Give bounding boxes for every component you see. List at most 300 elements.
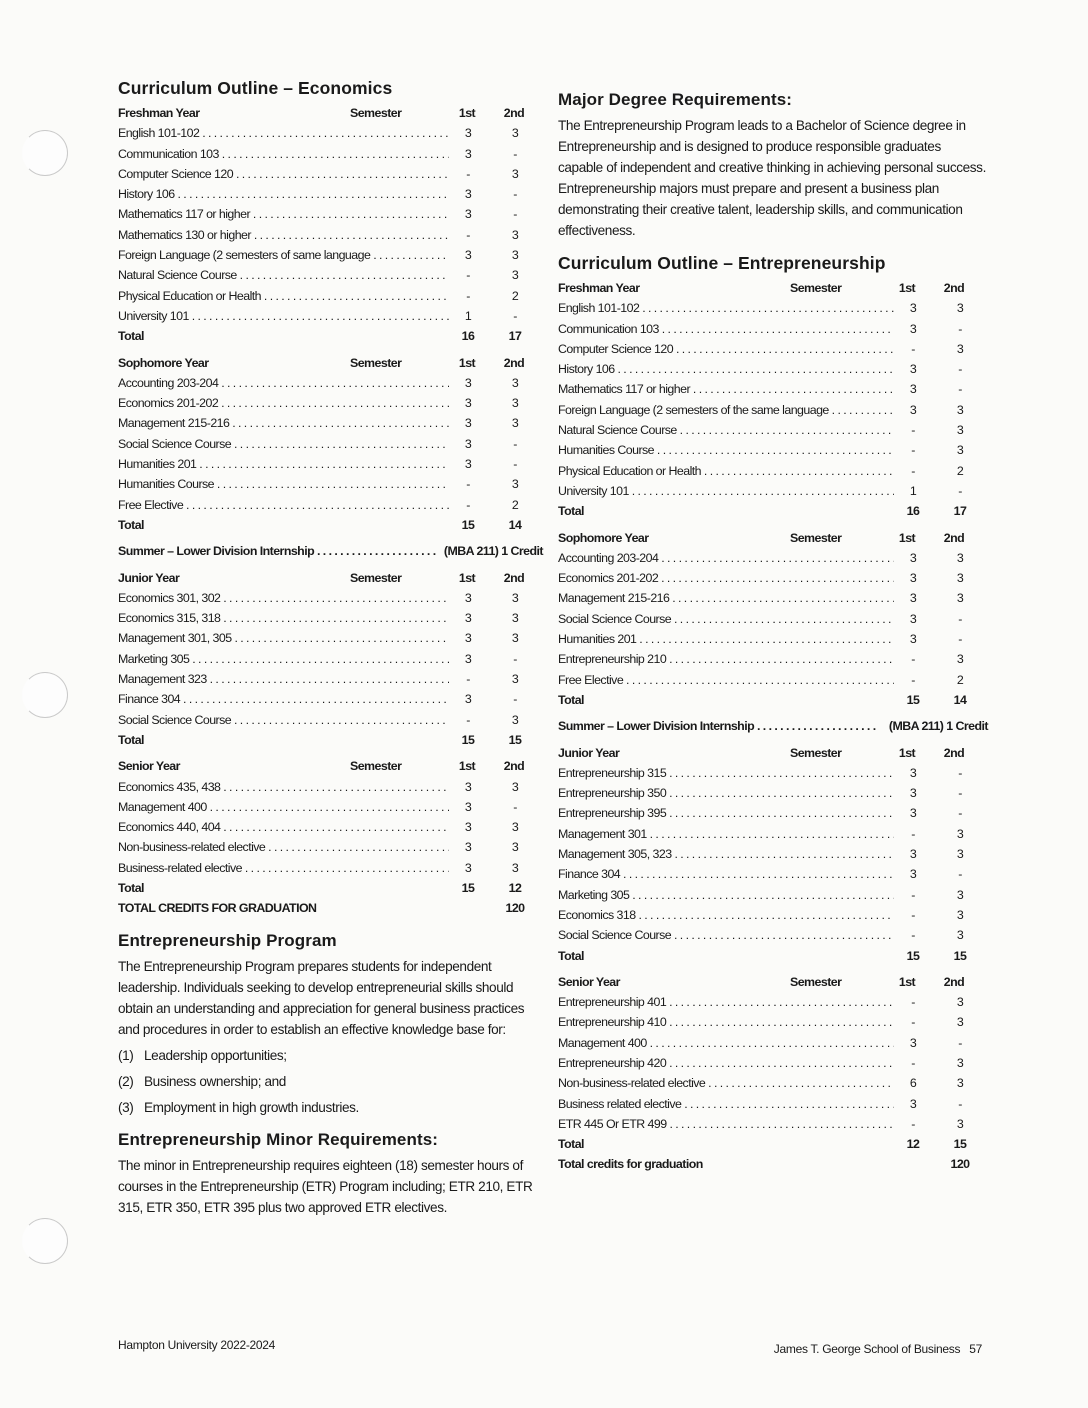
year-header [558,528,988,548]
second-semester-credits: - [513,457,517,472]
course-row [558,359,988,379]
course-name: Mathematics 117 or higher . . . [558,379,894,399]
total-row [118,878,543,898]
second-semester-credits: 3 [511,396,519,411]
second-semester-credits: 3 [956,1076,964,1091]
list-item-number: (2) [118,1073,134,1089]
first-semester-credits: 3 [909,591,917,606]
course-row [558,319,988,339]
first-semester-credits: 6 [909,1076,917,1091]
first-semester-credits: - [911,652,915,667]
second-semester-credits: 3 [511,820,519,835]
second-semester-header: 2nd [943,974,965,989]
second-semester-credits: 3 [511,477,519,492]
first-semester-header: 1st [898,530,916,545]
first-semester-credits: - [466,227,470,242]
second-semester-credits: 2 [511,497,519,512]
second-semester-credits: - [958,321,962,336]
year-name: Sophomore Year [558,530,649,545]
course-name: Management 301 . . . [558,824,894,844]
course-row [558,1012,988,1032]
first-semester-credits: 3 [909,786,917,801]
course-name: Mathematics 130 or higher . . . [118,225,449,245]
course-name: Humanities Course . . . [558,440,894,460]
course-row [118,628,543,648]
second-semester-credits: 3 [511,611,519,626]
first-semester-credits: 3 [909,382,917,397]
first-semester-credits: - [911,463,915,478]
left-column [118,78,543,1218]
first-semester-credits: 3 [464,799,472,814]
total-row [118,730,543,750]
course-name: Entrepreneurship 420 . . . [558,1053,894,1073]
course-row [118,649,543,669]
first-semester-credits: - [911,995,915,1010]
course-row [558,824,988,844]
course-row [558,1114,988,1134]
first-semester-credits: 3 [909,571,917,586]
course-name: History 106 . . . [118,184,449,204]
first-semester-credits: 3 [909,321,917,336]
second-semester-total: 17 [508,329,522,344]
second-semester-total: 15 [953,1137,967,1152]
course-row [558,803,988,823]
total-row [558,501,988,521]
summer-internship-row [118,541,543,561]
summer-internship-credit: (MBA 211) 1 Credit [443,544,543,559]
course-name: Finance 304 . . . [118,689,449,709]
course-name: Entrepreneurship 210 . . . [558,649,894,669]
second-semester-credits: 3 [956,1015,964,1030]
first-semester-total: 15 [461,880,475,895]
course-row [118,777,543,797]
course-row [558,629,988,649]
list-item-number: (1) [118,1047,134,1063]
course-row [118,434,543,454]
first-semester-credits: 3 [909,1096,917,1111]
year-header [118,353,543,373]
course-name: Accounting 203-204 . . . [558,548,894,568]
second-semester-total: 17 [953,504,967,519]
first-semester-credits: - [466,712,470,727]
course-name: English 101-102 . . . [558,298,894,318]
second-semester-credits: - [958,1096,962,1111]
course-name: Business-related elective . . . [118,858,449,878]
first-semester-credits: - [911,423,915,438]
course-name: Computer Science 120 . . . [558,339,894,359]
first-semester-total: 12 [906,1137,920,1152]
second-semester-credits: 3 [511,268,519,283]
course-name: Free Elective . . . [118,495,449,515]
list-item-text: Business ownership; and [144,1073,286,1089]
first-semester-credits: 1 [464,308,472,323]
first-semester-credits: 3 [464,590,472,605]
first-semester-credits: - [466,268,470,283]
course-row [118,689,543,709]
second-semester-header: 2nd [943,745,965,760]
second-semester-total: 14 [953,692,967,707]
second-semester-credits: - [513,436,517,451]
course-name: Foreign Language (2 semesters of the same language . . . [558,400,894,420]
economics-outline-title: Curriculum Outline – Economics [118,78,393,98]
first-semester-credits: 3 [464,375,472,390]
course-name: Business related elective . . . [558,1094,894,1114]
graduation-total-label: TOTAL CREDITS FOR GRADUATION [118,901,317,916]
course-row [558,440,988,460]
summer-internship-name: Summer – Lower Division Internship . . . [558,716,889,736]
list-item [118,1045,543,1066]
course-row [118,608,543,628]
second-semester-credits: 3 [956,826,964,841]
semester-label: Semester [350,570,402,585]
second-semester-credits: 3 [956,995,964,1010]
second-semester-credits: - [958,867,962,882]
second-semester-credits: 3 [511,126,519,141]
course-name: Management 301, 305 . . . [118,628,449,648]
second-semester-header: 2nd [503,106,525,120]
course-row [118,710,543,730]
first-semester-credits: 3 [464,396,472,411]
year-header [558,972,988,992]
semester-label: Semester [790,530,842,545]
course-row [558,992,988,1012]
second-semester-credits: 3 [956,907,964,922]
first-semester-credits: 3 [464,187,472,202]
year-name: Junior Year [558,745,620,760]
first-semester-header: 1st [458,106,476,120]
first-semester-header: 1st [898,974,916,989]
first-semester-credits: 3 [464,779,472,794]
course-row [558,298,988,318]
course-name: Economics 440, 404 . . . [118,817,449,837]
graduation-total-value: 120 [950,1157,970,1172]
course-name: Natural Science Course . . . [118,265,449,285]
second-semester-total: 14 [508,517,522,532]
first-semester-credits: 3 [909,301,917,316]
course-name: Social Science Course . . . [558,925,894,945]
year-name: Junior Year [118,570,180,585]
first-semester-credits: 3 [464,820,472,835]
course-row [558,783,988,803]
course-row [118,837,543,857]
second-semester-credits: 3 [956,928,964,943]
year-block [118,103,543,347]
second-semester-credits: - [958,1035,962,1050]
graduation-total-value: 120 [505,901,525,916]
first-semester-credits: 3 [464,207,472,222]
second-semester-credits: 3 [956,341,964,356]
year-block [118,568,543,751]
course-row [118,669,543,689]
course-row [118,393,543,413]
second-semester-credits: 3 [511,166,519,181]
list-item-text: Employment in high growth industries. [144,1099,359,1115]
first-semester-credits: 3 [464,840,472,855]
second-semester-credits: 3 [511,779,519,794]
course-name: Economics 318 . . . [558,905,894,925]
semester-label: Semester [790,281,842,295]
course-name: Management 215-216 . . . [118,413,449,433]
second-semester-credits: 3 [956,423,964,438]
year-name: Sophomore Year [118,355,209,370]
second-semester-credits: 3 [956,887,964,902]
second-semester-credits: - [513,799,517,814]
first-semester-credits: 1 [909,483,917,498]
course-name: Non-business-related elective . . . [118,837,449,857]
total-label: Total [558,948,584,963]
second-semester-credits: 2 [956,463,964,478]
course-name: Entrepreneurship 350 . . . [558,783,894,803]
first-semester-credits: - [911,907,915,922]
entrepreneurship-outline [558,278,988,1175]
second-semester-credits: 3 [956,301,964,316]
second-semester-credits: 3 [511,227,519,242]
binder-hole-middle [22,672,68,718]
first-semester-credits: - [466,288,470,303]
course-row [118,265,543,285]
first-semester-total: 15 [906,692,920,707]
footer-university: Hampton University 2022-2024 [118,1338,276,1352]
binder-hole-bottom [22,1218,68,1264]
second-semester-credits: 3 [956,652,964,667]
first-semester-credits: 3 [909,1035,917,1050]
course-name: Computer Science 120 . . . [118,164,449,184]
second-semester-credits: 3 [511,712,519,727]
first-semester-credits: 3 [464,126,472,141]
first-semester-total: 16 [461,329,475,344]
course-row [558,885,988,905]
course-name: Economics 315, 318 . . . [118,608,449,628]
second-semester-credits: - [513,692,517,707]
second-semester-credits: - [958,765,962,780]
year-block [558,972,988,1175]
first-semester-credits: 3 [464,611,472,626]
summer-internship-row [558,716,988,736]
course-name: Accounting 203-204 . . . [118,373,449,393]
year-name: Freshman Year [118,106,200,120]
second-semester-credits: - [958,611,962,626]
second-semester-credits: 2 [511,288,519,303]
first-semester-credits: - [911,928,915,943]
first-semester-total: 15 [461,732,475,747]
course-row [118,858,543,878]
semester-label: Semester [350,106,402,120]
course-name: Free Elective . . . [558,670,894,690]
second-semester-credits: - [958,632,962,647]
first-semester-credits: 3 [464,651,472,666]
year-name: Freshman Year [558,281,640,295]
second-semester-credits: 2 [956,672,964,687]
major-requirements-heading: Major Degree Requirements: [558,90,793,109]
first-semester-credits: 3 [909,847,917,862]
total-label: Total [118,880,144,895]
second-semester-credits: 3 [511,840,519,855]
first-semester-credits: 3 [909,806,917,821]
binder-hole-top [22,130,68,176]
course-row [558,864,988,884]
first-semester-credits: 3 [464,416,472,431]
course-name: Management 323 . . . [118,669,449,689]
first-semester-total: 16 [906,504,920,519]
course-name: University 101 . . . [558,481,894,501]
second-semester-credits: 3 [511,375,519,390]
first-semester-credits: 3 [464,436,472,451]
course-name: Management 305, 323 . . . [558,844,894,864]
first-semester-credits: 3 [464,457,472,472]
first-semester-credits: - [911,1116,915,1131]
second-semester-credits: 3 [956,1116,964,1131]
second-semester-credits: 3 [511,416,519,431]
second-semester-credits: - [513,308,517,323]
first-semester-credits: 3 [909,402,917,417]
first-semester-credits: - [466,477,470,492]
major-requirements-text: The Entrepreneurship Program leads to a Bachelor of Science degree in Entrepreneurship and is designed to produce responsible graduates capable of independent and creative thinking in achieving personal success. Entrepreneurship majors must prepare and present a business plan demonstrating their creative talent, leadership skills, and communication effectiveness. [558,118,986,238]
total-row [118,326,543,346]
graduation-total-row [558,1154,988,1174]
economics-outline [118,103,543,919]
course-row [558,1073,988,1093]
course-name: Social Science Course . . . [118,434,449,454]
second-semester-credits: - [958,786,962,801]
course-name: Finance 304 . . . [558,864,894,884]
second-semester-total: 12 [508,880,522,895]
course-row [118,164,543,184]
year-header [558,278,988,298]
first-semester-credits: 3 [909,362,917,377]
course-name: Economics 435, 438 . . . [118,777,449,797]
course-row [118,225,543,245]
course-name: Social Science Course . . . [118,710,449,730]
total-row [558,946,988,966]
course-name: Humanities 201 . . . [558,629,894,649]
first-semester-credits: 3 [909,550,917,565]
second-semester-credits: 3 [511,672,519,687]
second-semester-credits: 3 [956,1055,964,1070]
course-row [118,454,543,474]
entrepreneurship-outline-title: Curriculum Outline – Entrepreneurship [558,253,886,273]
course-row [558,548,988,568]
graduation-total-label: Total credits for graduation [558,1157,703,1172]
footer-school-page: James T. George School of Business 57 [773,1342,982,1356]
first-semester-credits: - [911,341,915,356]
year-name: Senior Year [558,974,620,989]
course-row [558,379,988,399]
course-name: Economics 201-202 . . . [118,393,449,413]
summer-internship-name: Summer – Lower Division Internship . . . [118,541,444,561]
year-block [118,756,543,918]
first-semester-header: 1st [458,759,476,774]
year-header [118,756,543,776]
year-block [118,353,543,536]
entrepreneurship-program-list [118,1045,543,1118]
total-label: Total [118,517,144,532]
course-row [118,123,543,143]
second-semester-header: 2nd [503,355,525,370]
right-column [558,90,988,1181]
first-semester-credits: - [911,1015,915,1030]
course-name: Mathematics 117 or higher . . . [118,204,449,224]
course-row [558,1053,988,1073]
second-semester-credits: - [958,362,962,377]
total-label: Total [558,504,584,519]
first-semester-credits: - [911,887,915,902]
first-semester-credits: 3 [909,632,917,647]
course-row [118,204,543,224]
year-block [558,278,988,522]
second-semester-credits: - [513,146,517,161]
course-row [558,481,988,501]
course-name: Communication 103 . . . [558,319,894,339]
total-label: Total [118,732,144,747]
second-semester-header: 2nd [503,570,525,585]
course-row [118,306,543,326]
course-row [118,495,543,515]
course-row [118,474,543,494]
second-semester-credits: 3 [956,443,964,458]
course-name: Economics 301, 302 . . . [118,588,449,608]
minor-requirements-text: The minor in Entrepreneurship requires eighteen (18) semester hours of courses in the Entrepreneurship (ETR) Program including; ETR 210, ETR 315, ETR 350, ETR 395 plus two approved ETR electives. [118,1157,533,1215]
semester-label: Semester [790,745,842,760]
course-row [118,286,543,306]
first-semester-credits: - [466,497,470,512]
year-header [118,103,543,123]
second-semester-credits: 3 [956,571,964,586]
second-semester-credits: 3 [956,847,964,862]
course-row [558,763,988,783]
course-name: Communication 103 . . . [118,144,449,164]
course-row [558,649,988,669]
first-semester-total: 15 [906,948,920,963]
second-semester-credits: - [958,806,962,821]
course-name: History 106 . . . [558,359,894,379]
course-row [558,568,988,588]
course-row [558,844,988,864]
course-name: Entrepreneurship 395 . . . [558,803,894,823]
first-semester-header: 1st [458,570,476,585]
first-semester-credits: - [466,166,470,181]
course-row [558,925,988,945]
entrepreneurship-program-heading: Entrepreneurship Program [118,930,337,950]
list-item-number: (3) [118,1099,134,1115]
first-semester-credits: - [911,672,915,687]
year-header [118,568,543,588]
course-name: Marketing 305 . . . [558,885,894,905]
first-semester-credits: 3 [464,860,472,875]
second-semester-header: 2nd [943,530,965,545]
course-row [118,184,543,204]
course-name: English 101-102 . . . [118,123,449,143]
list-item [118,1097,543,1118]
total-row [558,1134,988,1154]
first-semester-credits: - [466,672,470,687]
total-row [118,515,543,535]
course-row [118,245,543,265]
second-semester-total: 15 [953,948,967,963]
course-name: Humanities Course . . . [118,474,449,494]
second-semester-credits: 3 [511,631,519,646]
course-name: Management 215-216 . . . [558,588,894,608]
course-row [558,1033,988,1053]
semester-label: Semester [790,974,842,989]
total-label: Total [558,1137,584,1152]
course-row [118,144,543,164]
course-name: Marketing 305 . . . [118,649,449,669]
course-row [558,400,988,420]
course-row [558,905,988,925]
first-semester-credits: - [911,826,915,841]
second-semester-credits: - [513,651,517,666]
course-row [118,373,543,393]
